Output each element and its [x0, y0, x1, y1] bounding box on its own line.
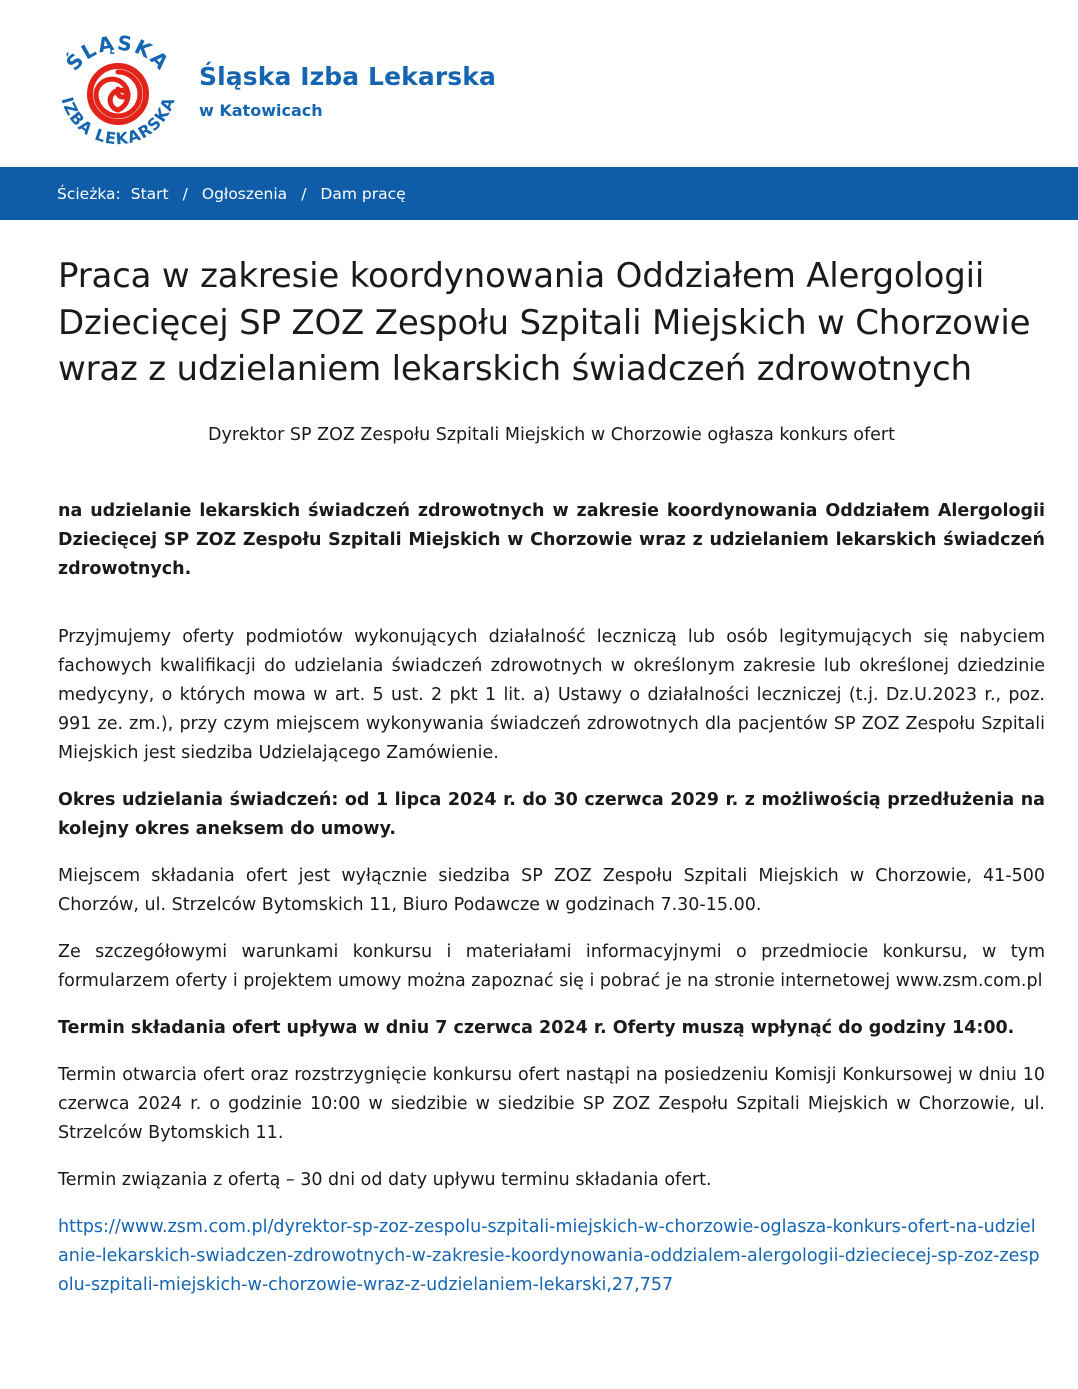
site-header [0, 0, 1078, 167]
article-intro: Dyrektor SP ZOZ Zespołu Szpitali Miejskich w Chorzowie ogłasza konkurs ofert [208, 424, 895, 445]
logo-text-top: ŚLĄSKA [61, 30, 175, 76]
brand-block[interactable] [199, 60, 496, 122]
breadcrumb-separator: / [182, 184, 188, 203]
article-paragraph-binding: Termin związania z ofertą – 30 dni od daty upływu terminu składania ofert. [58, 1169, 712, 1190]
article-paragraph-eligibility: Przyjmujemy oferty podmiotów wykonujących działalność leczniczą lub osób legitymujących się nabyciem fachowych kwalifikacji do udzielania świadczeń zdrowotnych w określonym zakresie lub określonej dziedzinie medycyny, o których mowa w art. 5 ust. 2 pkt 1 lit. a) Ustawy o działalności leczniczej (t.j. Dz.U.2023 r., poz. 991 ze. zm.), przy czym miejscem wykonywania świadczeń zdrowotnych dla pacjentów SP ZOZ Zespołu Szpitali Miejskich jest siedziba Udzielającego Zamówienie. [58, 626, 1045, 763]
breadcrumb-item-ogloszenia[interactable]: Ogłoszenia [201, 184, 288, 203]
breadcrumb [0, 167, 1078, 220]
page-title: Praca w zakresie koordynowania Oddziałem Alergologii Dziecięcej SP ZOZ Zespołu Szpitali Miejskich w Chorzowie wraz z udzielaniem lekarskich świadczeń zdrowotnych [58, 256, 1031, 389]
article-paragraph-submission-place: Miejscem składania ofert jest wyłącznie siedziba SP ZOZ Zespołu Szpitali Miejskich w Chorzowie, 41-500 Chorzów, ul. Strzelców Bytomskich 11, Biuro Podawcze w godzinach 7.30-15.00. [58, 865, 1045, 915]
article-paragraph-period: Okres udzielania świadczeń: od 1 lipca 2024 r. do 30 czerwca 2029 r. z możliwością przedłużenia na kolejny okres aneksem do umowy. [58, 789, 1045, 839]
logo-text-bottom: IZBA LEKARSKA [57, 94, 179, 149]
article-paragraph-scope: na udzielanie lekarskich świadczeń zdrowotnych w zakresie koordynowania Oddziałem Alergologii Dziecięcej SP ZOZ Zespołu Szpitali Miejskich w Chorzowie wraz z udzielaniem lekarskich świadczeń zdrowotnych. [58, 500, 1045, 579]
breadcrumb-separator: / [301, 184, 307, 203]
breadcrumb-label: Ścieżka: [57, 184, 121, 203]
spiral-logo-icon[interactable] [52, 28, 184, 160]
brand-subtitle: w Katowicach [199, 101, 323, 120]
article-paragraph-materials: Ze szczegółowymi warunkami konkursu i materiałami informacyjnymi o przedmiocie konkursu, w tym formularzem oferty i projektem umowy można zapoznać się i pobrać je na stronie internetowej www.zsm.com.pl [58, 941, 1045, 991]
article-source-link[interactable]: https://www.zsm.com.pl/dyrektor-sp-zoz-zespolu-szpitali-miejskich-w-chorzowie-oglasza-konkurs-ofert-na-udzielanie-lekarskich-swiadczen-zdrowotnych-w-zakresie-koordynowania-oddzialem-alergologii-dzieciecej-sp-zoz-zespolu-szpitali-miejskich-w-chorzowie-wraz-z-udzielaniem-lekarski,27,757 [58, 1216, 1040, 1295]
brand-name[interactable]: Śląska Izba Lekarska [199, 62, 496, 91]
spiral-mark [90, 66, 146, 122]
article-link-paragraph [58, 1213, 1045, 1300]
article-paragraph-deadline: Termin składania ofert upływa w dniu 7 czerwca 2024 r. Oferty muszą wpłynąć do godziny 14:00. [58, 1017, 1015, 1038]
article [0, 253, 1078, 1300]
breadcrumb-item-start[interactable]: Start [130, 184, 169, 203]
breadcrumb-item-dam-prace[interactable]: Dam pracę [320, 184, 406, 203]
article-paragraph-opening: Termin otwarcia ofert oraz rozstrzygnięcie konkursu ofert nastąpi na posiedzeniu Komisji Konkursowej w dniu 10 czerwca 2024 r. o godzinie 10:00 w siedzibie w siedzibie SP ZOZ Zespołu Szpitali Miejskich w Chorzowie, ul. Strzelców Bytomskich 11. [58, 1064, 1045, 1143]
